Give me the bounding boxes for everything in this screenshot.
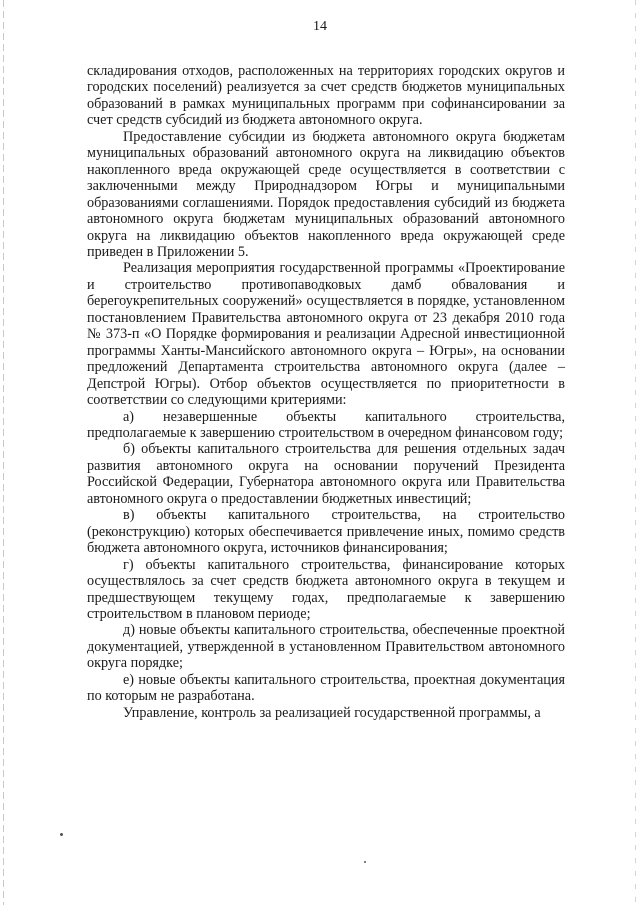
- paragraph-funding-continuation: складирования отходов, расположенных на территориях городских округов и городских поселений) реализуется за счет средств бюджетов муниципальных образований в рамках муниципальных программ при софинансировании за счет средств субсидий из бюджета автономного округа.: [87, 63, 565, 129]
- scan-right-edge: [635, 0, 636, 905]
- scan-speck: [364, 861, 366, 863]
- paragraph-subsidy-provision: Предоставление субсидии из бюджета автономного округа бюджетам муниципальных образований автономного округа на ликвидацию объектов накопленного вреда окружающей среде осуществляется в соответствии с заключенными между Природнадзором Югры и муниципальными образованиями соглашениями. Порядок предоставления субсидий из бюджета автономного округа бюджетам муниципальных образований автономного округа на ликвидацию объектов накопленного вреда окружающей среде приведен в Приложении 5.: [87, 128, 565, 260]
- criterion-g: г) объекты капитального строительства, финансирование которых осуществлялось за счет средств бюджета автономного округа в текущем и предшествующем текущему годах, предполагаемые к завершению строительством в плановом периоде;: [87, 556, 565, 622]
- body-text: [87, 63, 565, 721]
- paragraph-program-management: Управление, контроль за реализацией государственной программы, а: [123, 704, 541, 721]
- criterion-e: е) новые объекты капитального строительства, проектная документация по которым не разработана.: [87, 671, 565, 705]
- criterion-d: д) новые объекты капитального строительства, обеспеченные проектной документацией, утвержденной в установленном Правительством автономного округа порядке;: [87, 622, 565, 672]
- scan-left-edge: [3, 0, 4, 905]
- paragraph-dam-program-implementation: Реализация мероприятия государственной программы «Проектирование и строительство противопаводковых дамб обвалования и берегоукрепительных сооружений» осуществляется в порядке, установленном постановлением Правительства автономного округа от 23 декабря 2010 года № 373-п «О Порядке формирования и реализации Адресной инвестиционной программы Ханты-Мансийского автономного округа – Югры», на основании предложений Департамента строительства автономного округа (далее – Депстрой Югры). Отбор объектов осуществляется по приоритетности в соответствии со следующими критериями:: [87, 260, 565, 409]
- criterion-v: в) объекты капитального строительства, на строительство (реконструкцию) которых обеспечивается привлечение иных, помимо средств бюджета автономного округа, источников финансирования;: [87, 507, 565, 557]
- page-number: 14: [313, 19, 327, 34]
- scan-speck: [60, 833, 63, 836]
- criterion-b: б) объекты капитального строительства для решения отдельных задач развития автономного округа на основании поручений Президента Российской Федерации, Губернатора автономного округа или Правительства автономного округа о предоставлении бюджетных инвестиций;: [87, 441, 565, 507]
- criterion-a: а) незавершенные объекты капитального строительства, предполагаемые к завершению строительством в очередном финансовом году;: [87, 408, 565, 441]
